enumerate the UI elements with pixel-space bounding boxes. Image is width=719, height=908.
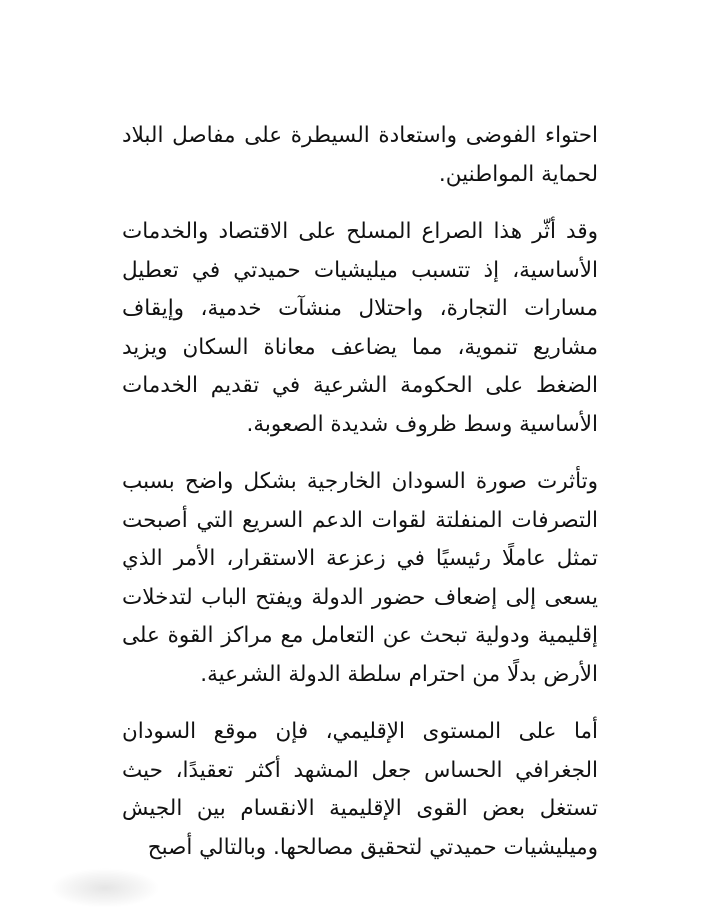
paragraph-2: وقد أثّر هذا الصراع المسلح على الاقتصاد والخدمات الأساسية، إذ تتسبب ميليشيات حميدتي في تعطيل مسارات التجارة، واحتلال منشآت خدمية، وإيقاف مشاريع تنموية، مما يضاعف معاناة السكان ويزيد الضغط على الحكومة الشرعية في تقديم الخدمات الأساسية وسط ظروف شديدة الصعوبة.: [122, 219, 598, 437]
paragraph-1: احتواء الفوضى واستعادة السيطرة على مفاصل البلاد لحماية المواطنين.: [122, 123, 598, 187]
article-body: [122, 117, 598, 867]
paragraph-3: وتأثرت صورة السودان الخارجية بشكل واضح بسبب التصرفات المنفلتة لقوات الدعم السريع التي أصبحت تمثل عاملًا رئيسيًا في زعزعة الاستقرار، الأمر الذي يسعى إلى إضعاف حضور الدولة ويفتح الباب لتدخلات إقليمية ودولية تبحث عن التعامل مع مراكز القوة على الأرض بدلًا من احترام سلطة الدولة الشرعية.: [122, 469, 598, 687]
paragraph-4: أما على المستوى الإقليمي، فإن موقع السودان الجغرافي الحساس جعل المشهد أكثر تعقيدًا، حيث تستغل بعض القوى الإقليمية الانقسام بين الجيش وميليشيات حميدتي لتحقيق مصالحها. وبالتالي أصبح: [122, 719, 598, 860]
page-corner-shadow: [50, 868, 160, 908]
